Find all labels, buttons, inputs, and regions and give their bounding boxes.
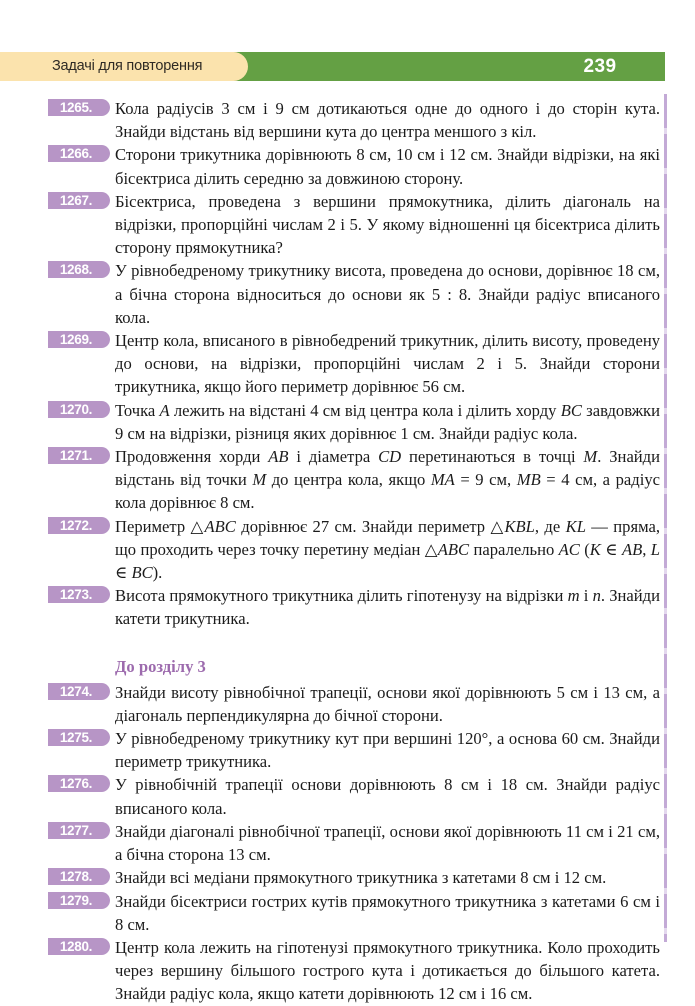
exercise-item [0, 445, 695, 515]
running-title: Задачі для повторення [52, 58, 203, 74]
exercise-number-badge[interactable]: 1270. [48, 401, 110, 418]
page-number: 239 [583, 56, 617, 77]
exercise-item [0, 97, 695, 143]
exercise-text: Знайди бісектриси гострих кутів прямокутного трикутника з катетами 6 см і 8 см. [115, 891, 660, 934]
exercise-number-badge[interactable]: 1269. [48, 331, 110, 348]
exercise-number-badge[interactable]: 1275. [48, 729, 110, 746]
exercise-number-badge[interactable]: 1271. [48, 447, 110, 464]
exercise-item [0, 890, 695, 936]
exercise-text: Знайди всі медіани прямокутного трикутника з катетами 8 см і 12 см. [115, 868, 607, 888]
exercise-item [0, 936, 695, 1006]
exercise-number-badge[interactable]: 1279. [48, 892, 110, 909]
exercise-number-badge[interactable]: 1278. [48, 868, 110, 885]
exercise-item [0, 399, 695, 445]
exercise-number-badge[interactable]: 1274. [48, 683, 110, 700]
exercise-list [0, 97, 695, 1006]
exercise-text: Точка A лежить на відстані 4 см від центра кола і ділить хорду BC завдовжки 9 см на відрізки, різниця яких дорівнює 1 см. Знайди радіус кола. [115, 400, 660, 443]
exercise-item [0, 584, 695, 630]
exercise-text: Висота прямокутного трикутника ділить гіпотенузу на відрізки m і n. Знайди катети трикутника. [115, 586, 660, 629]
exercise-text: Кола радіусів 3 см і 9 см дотикаються одне до одного і до сторін кута. Знайди відстань від вершини кута до центра меншого з кіл. [115, 99, 660, 142]
exercise-text: Знайди висоту рівнобічної трапеції, основи якої дорівнюють 5 см і 13 см, а діагональ перпендикулярна до бічної сторони. [115, 682, 660, 725]
exercise-item [0, 773, 695, 819]
exercise-text: У рівнобічній трапеції основи дорівнюють 8 см і 18 см. Знайди радіус вписаного кола. [115, 775, 660, 818]
exercise-text: Сторони трикутника дорівнюють 8 см, 10 см і 12 см. Знайди відрізки, на які бісектриса ділить середню за довжиною сторону. [115, 145, 660, 188]
exercise-number-badge[interactable]: 1280. [48, 938, 110, 955]
exercise-text: Знайди діагоналі рівнобічної трапеції, основи якої дорівнюють 11 см і 21 см, а бічна сторона 13 см. [115, 821, 660, 865]
exercise-text: У рівнобедреному трикутнику висота, проведена до основи, дорівнює 18 см, а бічна сторона відноситься до основи як 5 : 8. Знайди радіус вписаного кола. [115, 261, 660, 327]
exercise-number-badge[interactable]: 1267. [48, 192, 110, 209]
exercise-number-badge[interactable]: 1273. [48, 586, 110, 603]
page-running-header [0, 52, 665, 81]
exercise-item [0, 329, 695, 399]
exercise-number-badge[interactable]: 1276. [48, 775, 110, 792]
exercise-text: У рівнобедреному трикутнику кут при вершині 120°, а основа 60 см. Знайди периметр трикутника. [115, 729, 660, 772]
exercise-number-badge[interactable]: 1268. [48, 261, 110, 278]
exercise-text: Бісектриса, проведена з вершини прямокутника, ділить діагональ на відрізки, пропорційні числам 2 і 5. У якому відношенні ця бісектриса ділить сторону прямокутника? [115, 191, 660, 258]
exercise-text: Центр кола, вписаного в рівнобедрений трикутник, ділить висоту, проведену до основи, на відрізки, пропорційні числам 2 і 5. Знайди сторони трикутника, якщо його периметр дорівнює 56 см. [115, 331, 660, 397]
exercise-item [0, 190, 695, 260]
exercise-item [0, 515, 695, 585]
exercise-item [0, 681, 695, 727]
exercise-number-badge[interactable]: 1266. [48, 145, 110, 162]
exercise-number-badge[interactable]: 1265. [48, 99, 110, 116]
exercise-item [0, 143, 695, 189]
section-heading: До розділу 3 [115, 656, 206, 676]
exercise-item [0, 866, 695, 889]
exercise-text: Центр кола лежить на гіпотенузі прямокутного трикутника. Коло проходить через вершину більшого гострого кута і дотикається до більшого катета. Знайди радіус кола, якщо катети дорівнюють 12 см і 16 см. [115, 937, 660, 1004]
exercise-number-badge[interactable]: 1277. [48, 822, 110, 839]
exercise-text: Периметр △ABC дорівнює 27 см. Знайди периметр △KBL, де KL — пряма, що проходить через точку перетину медіан △ABC паралельно AC (K ∈ AB, L ∈ BC). [115, 516, 660, 583]
exercise-item [0, 259, 695, 329]
exercise-number-badge[interactable]: 1272. [48, 517, 110, 534]
exercise-text: Продовження хорди AB і діаметра CD перетинаються в точці M. Знайди відстань від точки M до центра кола, якщо MA = 9 см, MB = 4 см, а радіус кола дорівнює 8 см. [115, 447, 661, 513]
exercise-item [0, 820, 695, 866]
exercise-item [0, 727, 695, 773]
